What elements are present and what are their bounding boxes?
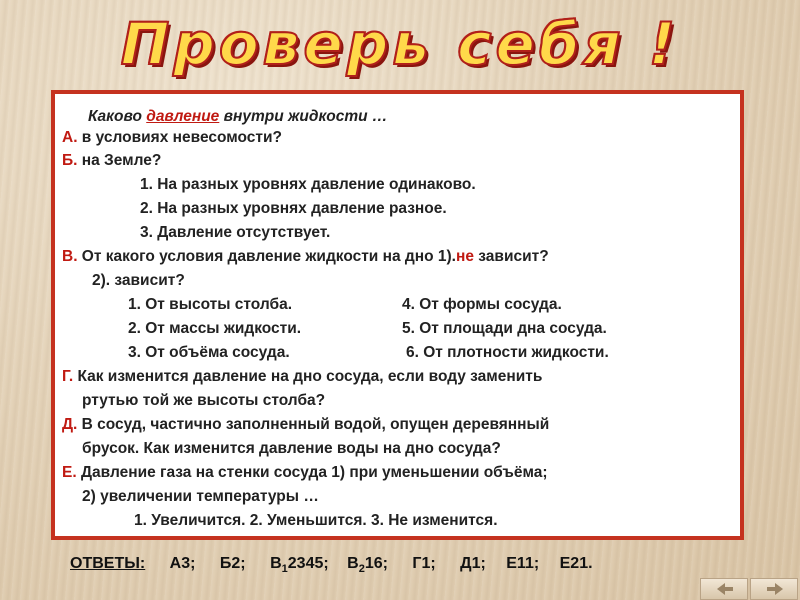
b-option-2: 2. На разных уровнях давление разное.	[140, 200, 447, 217]
item-d	[62, 415, 549, 435]
item-text: в условиях невесомости?	[77, 129, 282, 146]
item-v	[62, 247, 549, 267]
answer-e2: Е21.	[559, 555, 593, 572]
v-option-6: 6. От плотности жидкости.	[406, 344, 609, 361]
item-text: Давление газа на стенки сосуда 1) при уменьшении объёма;	[76, 464, 548, 481]
answers-row	[70, 555, 593, 575]
slide-navigation	[700, 578, 800, 600]
item-letter: Б.	[62, 152, 78, 169]
answers-label: ОТВЕТЫ:	[70, 555, 146, 572]
answer-v1-value: 2345;	[287, 555, 329, 572]
e-options: 1. Увеличится. 2. Уменьшится. 3. Не изменится.	[134, 512, 498, 529]
item-letter: А.	[62, 129, 78, 146]
question-intro	[88, 107, 387, 127]
item-letter: Е.	[62, 464, 77, 481]
answer-g: Г1;	[412, 555, 436, 572]
v-option-2: 2. От массы жидкости.	[128, 320, 302, 337]
item-letter: Д.	[62, 416, 78, 433]
item-g-continued: ртутью той же высоты столба?	[82, 392, 326, 409]
item-text: В сосуд, частично заполненный водой, опущен деревянный	[77, 416, 550, 433]
answer-d: Д1;	[460, 555, 486, 572]
answer-v2	[347, 555, 388, 575]
answer-v1	[270, 555, 329, 575]
prev-slide-button[interactable]	[700, 578, 748, 600]
arrow-right-icon	[765, 582, 785, 596]
intro-text: Каково	[88, 108, 147, 125]
answer-e1: Е11;	[506, 555, 540, 572]
item-text-end: зависит?	[473, 248, 549, 265]
item-letter: Г.	[62, 368, 74, 385]
answer-b: Б2;	[219, 555, 246, 572]
intro-text-end: внутри жидкости …	[219, 108, 388, 125]
arrow-left-icon	[715, 582, 735, 596]
intro-keyword: давление	[146, 108, 220, 125]
item-not-keyword: не	[456, 248, 474, 265]
answer-a: А3;	[169, 555, 196, 572]
answer-v1-subscript: 1	[281, 563, 288, 575]
answer-v2-letter: В	[347, 555, 359, 572]
answer-v2-subscript: 2	[358, 563, 365, 575]
item-text: на Земле?	[77, 152, 162, 169]
item-text: От какого условия давление жидкости на дно 1).	[77, 248, 456, 265]
v-option-4: 4. От формы сосуда.	[402, 296, 562, 313]
item-e	[62, 463, 548, 483]
slide-title: Проверь себя !	[120, 10, 680, 78]
next-slide-button[interactable]	[750, 578, 798, 600]
v-option-3: 3. От объёма сосуда.	[128, 344, 290, 361]
b-option-1: 1. На разных уровнях давление одинаково.	[140, 176, 476, 193]
item-a	[62, 128, 282, 148]
item-e-continued: 2) увеличении температуры …	[82, 488, 319, 505]
item-g	[62, 367, 542, 387]
answer-v2-value: 16;	[364, 555, 388, 572]
item-text: Как изменится давление на дно сосуда, если воду заменить	[73, 368, 543, 385]
item-b	[62, 151, 161, 171]
v-depends: 2). зависит?	[92, 272, 185, 289]
v-option-5: 5. От площади дна сосуда.	[402, 320, 607, 337]
b-option-3: 3. Давление отсутствует.	[140, 224, 331, 241]
answer-v1-letter: В	[270, 555, 282, 572]
item-d-continued: брусок. Как изменится давление воды на дно сосуда?	[82, 440, 501, 457]
v-option-1: 1. От высоты столба.	[128, 296, 293, 313]
item-letter: В.	[62, 248, 78, 265]
question-panel	[51, 90, 744, 540]
